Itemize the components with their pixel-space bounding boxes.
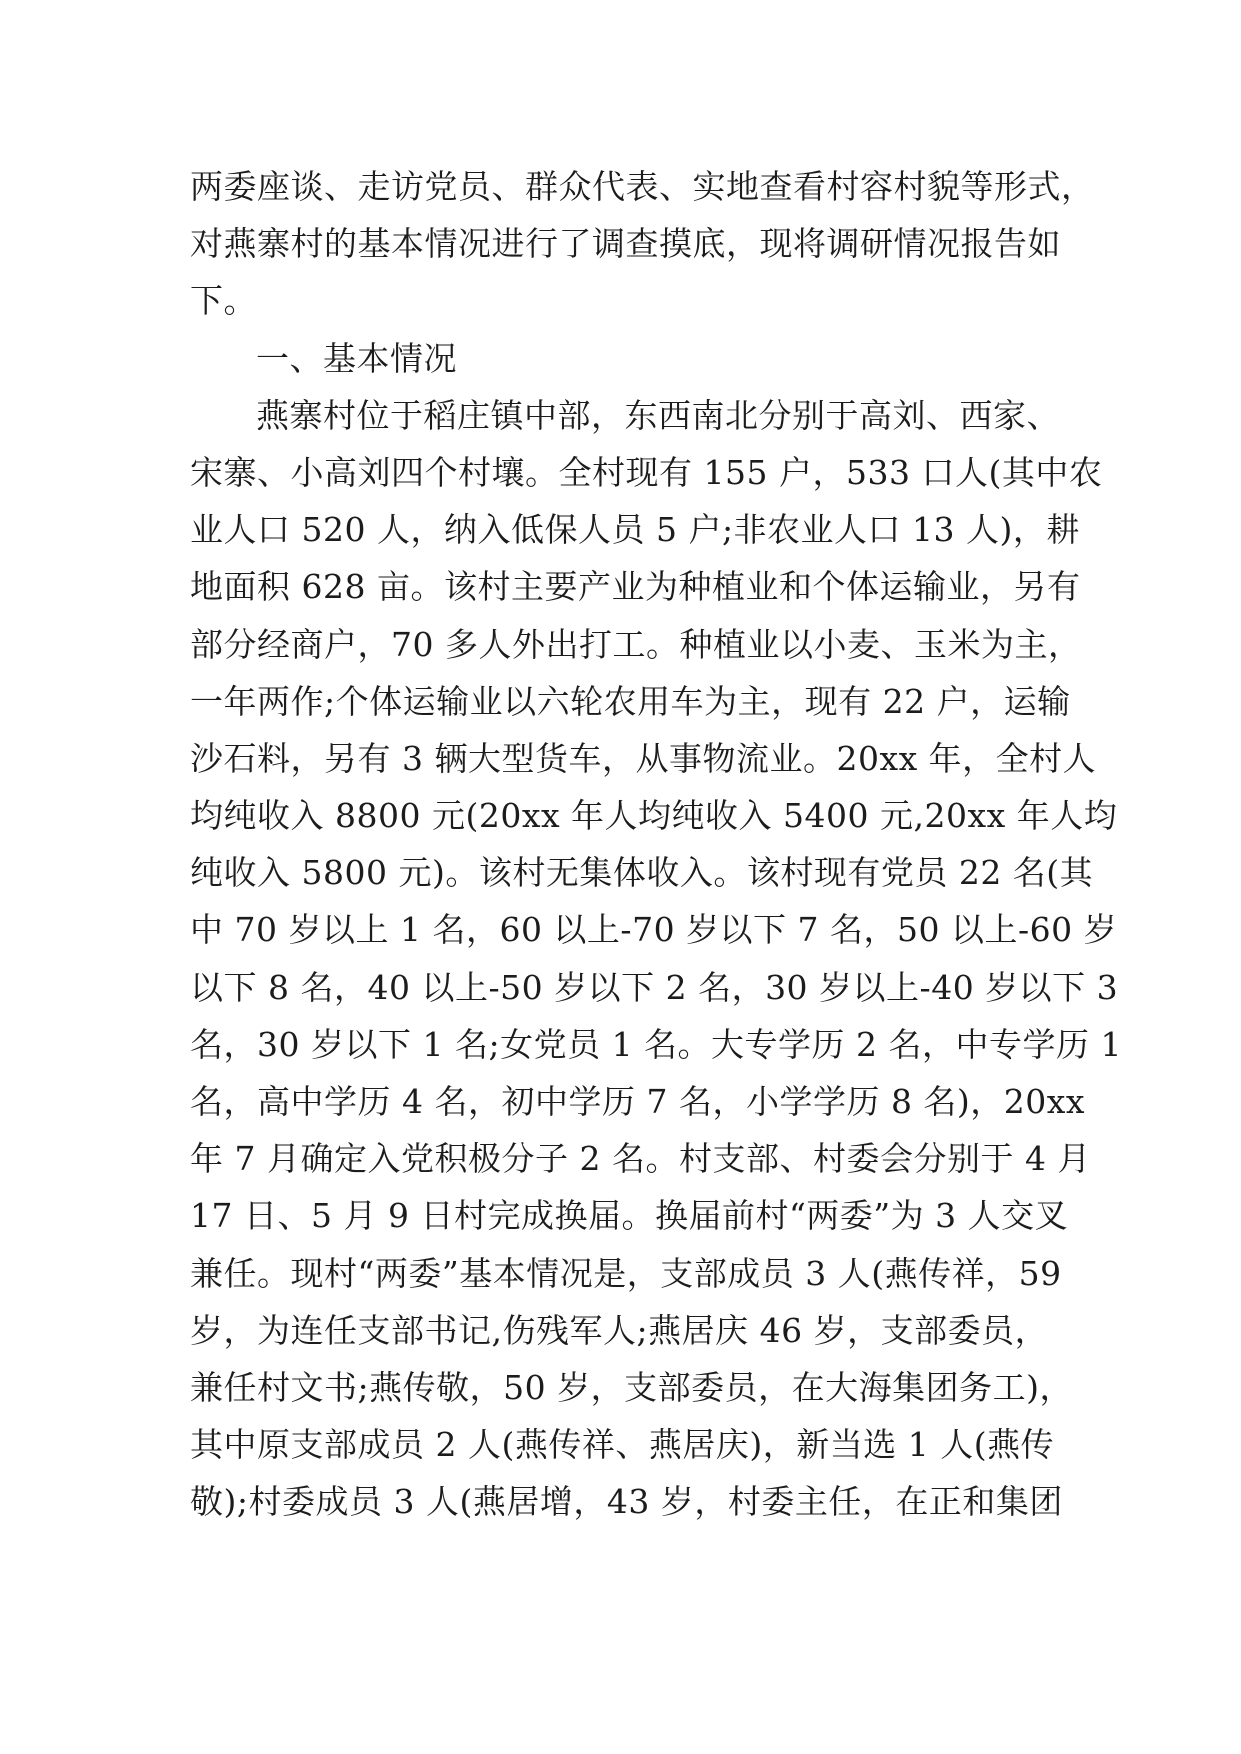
text-line: 兼任村文书;燕传敬，50 岁，支部委员，在大海集团务工)， — [190, 1367, 1073, 1407]
section-heading: 一、基本情况 — [256, 338, 457, 378]
text-line: 年 7 月确定入党积极分子 2 名。村支部、村委会分别于 4 月 — [190, 1139, 1091, 1179]
text-line: 兼任。现村“两委”基本情况是，支部成员 3 人(燕传祥，59 — [190, 1253, 1062, 1293]
text-line: 纯收入 5800 元)。该村无集体收入。该村现有党员 22 名(其 — [190, 853, 1094, 893]
text-line: 岁，为连任支部书记,伤残军人;燕居庆 46 岁，支部委员， — [190, 1310, 1049, 1350]
text-line: 名，高中学历 4 名，初中学历 7 名，小学学历 8 名)，20xx — [190, 1082, 1086, 1121]
text-line: 17 日、5 月 9 日村完成换届。换届前村“两委”为 3 人交叉 — [190, 1196, 1069, 1236]
text-line: 沙石料，另有 3 辆大型货车，从事物流业。20xx 年，全村人 — [190, 738, 1097, 778]
text-line: 部分经商户，70 多人外出打工。种植业以小麦、玉米为主， — [190, 624, 1082, 664]
text-line: 对燕寨村的基本情况进行了调查摸底，现将调研情况报告如 — [190, 224, 1061, 264]
text-line: 地面积 628 亩。该村主要产业为种植业和个体运输业，另有 — [190, 567, 1081, 607]
text-line: 宋寨、小高刘四个村壤。全村现有 155 户，533 口人(其中农 — [190, 452, 1103, 492]
text-line: 均纯收入 8800 元(20xx 年人均纯收入 5400 元,20xx 年人均 — [190, 796, 1118, 836]
text-line: 业人口 520 人，纳入低保人员 5 户;非农业人口 13 人)，耕 — [190, 510, 1080, 550]
text-line: 以下 8 名，40 以上-50 岁以下 2 名，30 岁以上-40 岁以下 3 — [190, 967, 1119, 1007]
text-line: 敬);村委成员 3 人(燕居增，43 岁，村委主任，在正和集团 — [190, 1482, 1063, 1522]
text-line: 中 70 岁以上 1 名，60 以上-70 岁以下 7 名，50 以上-60 岁 — [190, 910, 1118, 950]
text-line: 两委座谈、走访党员、群众代表、实地查看村容村貌等形式， — [190, 167, 1095, 206]
text-line: 一年两作;个体运输业以六轮农用车为主，现有 22 户，运输 — [190, 681, 1071, 721]
paragraph-first-line: 燕寨村位于稻庄镇中部，东西南北分别于高刘、西家、 — [256, 395, 1060, 435]
text-line: 下。 — [190, 281, 257, 321]
document-body — [190, 158, 1123, 1531]
text-line: 名，30 岁以下 1 名;女党员 1 名。大专学历 2 名，中专学历 1 — [190, 1024, 1123, 1064]
text-line: 其中原支部成员 2 人(燕传祥、燕居庆)，新当选 1 人(燕传 — [190, 1425, 1055, 1465]
